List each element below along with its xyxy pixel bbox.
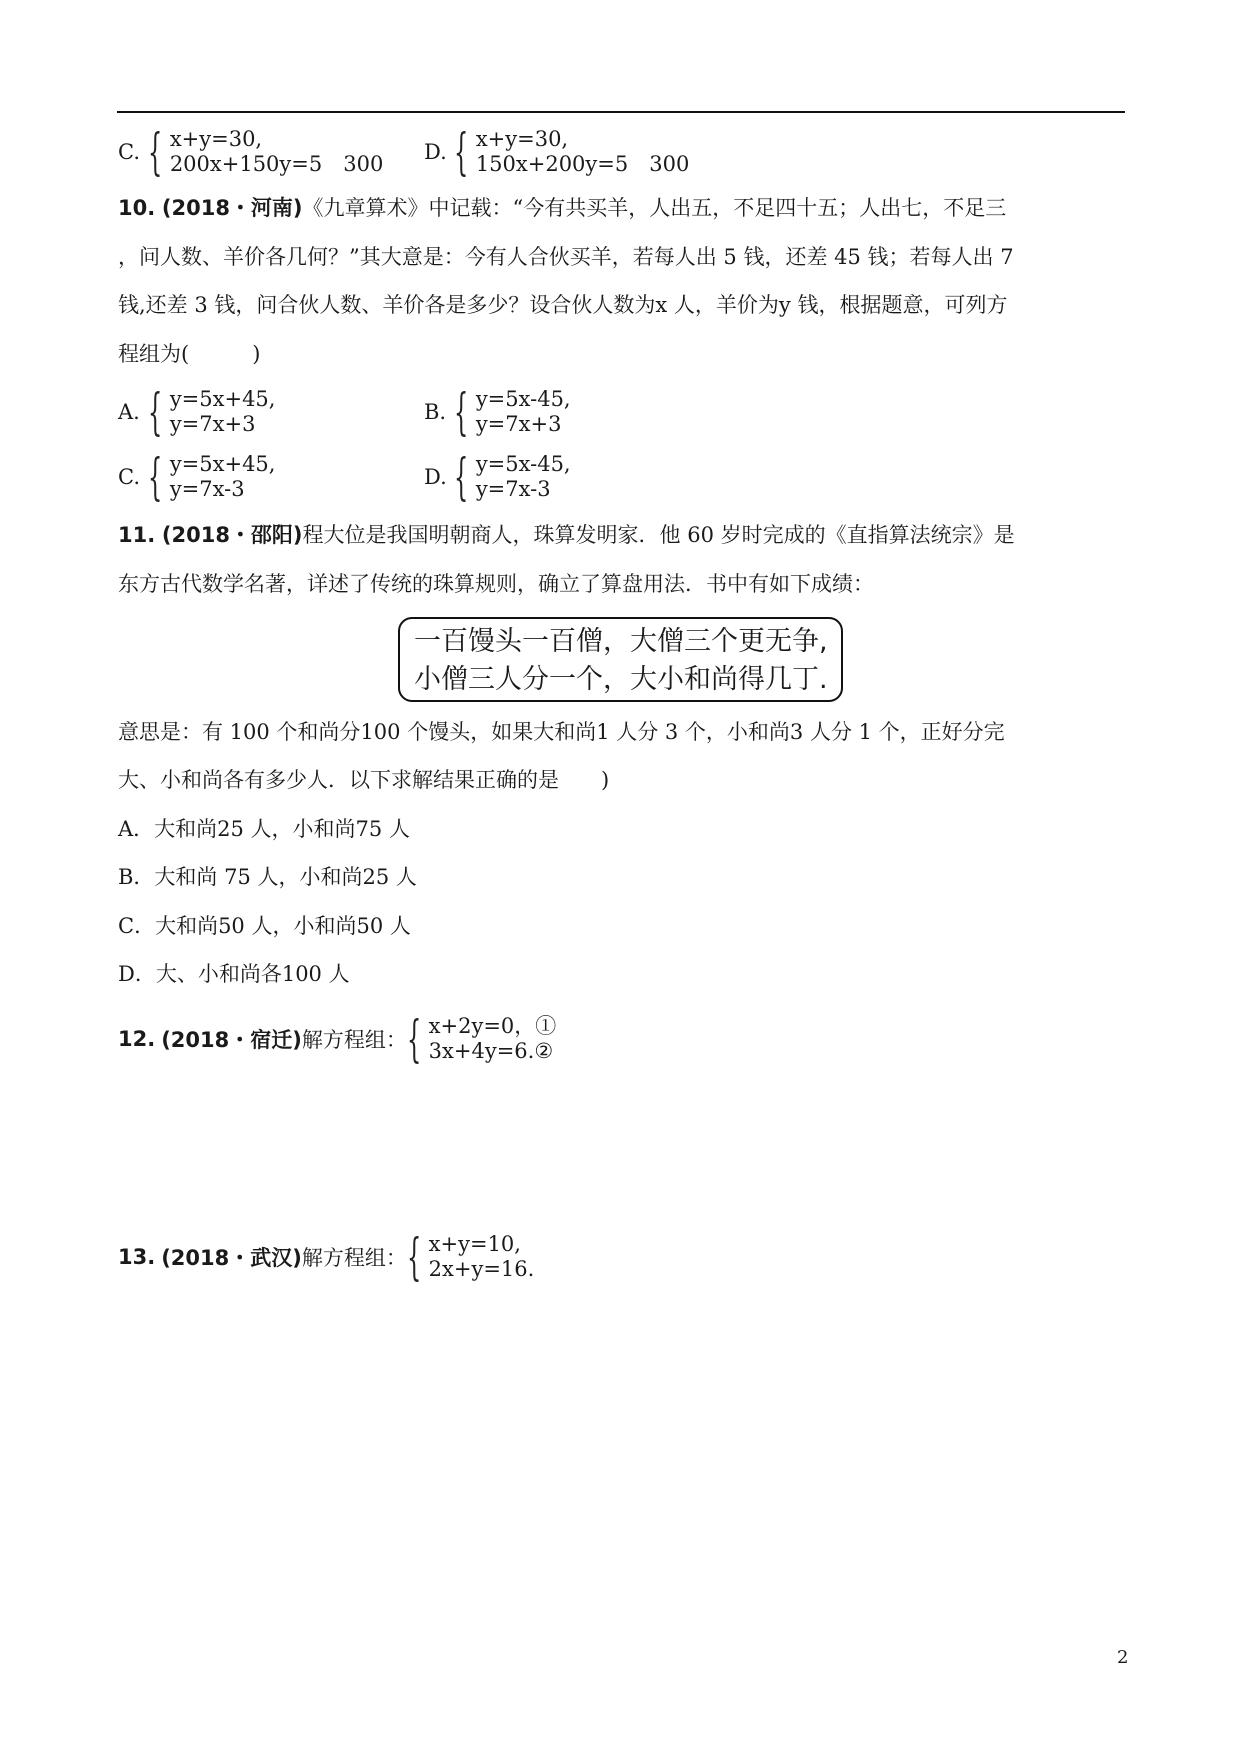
equation-system — [148, 448, 276, 506]
option-letter: A. — [118, 400, 140, 424]
brace-icon: { — [454, 123, 469, 181]
equation: x+2y=0，① — [428, 1014, 557, 1038]
q9-option-d — [424, 123, 690, 181]
q10-option-c — [118, 448, 276, 506]
question-number: 12. — [118, 1027, 156, 1051]
equation: y=7x+3 — [169, 412, 256, 436]
q11-option-c: C．大和尚50 人，小和尚50 人 — [118, 914, 411, 938]
q9-option-c — [118, 123, 384, 181]
question-prompt: 解方程组： — [301, 1028, 407, 1052]
question-number: 10. — [118, 196, 156, 220]
brace-icon: { — [148, 448, 163, 506]
brace-icon: { — [148, 383, 163, 441]
q13 — [118, 1228, 535, 1286]
question-source: (2018・宿迁) — [161, 1028, 302, 1052]
question-number: 13. — [118, 1245, 156, 1269]
brace-icon: { — [454, 383, 469, 441]
equation: x+y=30, — [169, 127, 263, 151]
poem-line: 一百馒头一百僧，大僧三个更无争, — [414, 626, 828, 657]
q10-line-4: 程组为( ) — [118, 342, 261, 366]
equation-system — [148, 123, 384, 181]
q11-option-b: B．大和尚 75 人，小和尚25 人 — [118, 865, 417, 889]
q10-line-3: 钱,还差 3 钱，问合伙人数、羊价各是多少？设合伙人数为x 人，羊价为y 钱，根据题意，可列方 — [118, 293, 1008, 317]
brace-icon: { — [406, 1228, 422, 1286]
poem-line: 小僧三人分一个，大小和尚得几丁. — [414, 664, 828, 695]
equation: 3x+4y=6.② — [428, 1039, 554, 1063]
equation: y=7x-3 — [169, 477, 245, 501]
q10-line-1 — [118, 194, 1006, 222]
equation-system — [406, 1228, 535, 1286]
question-source: (2018・武汉) — [161, 1246, 302, 1270]
equation-system — [454, 383, 571, 441]
header-rule — [117, 111, 1125, 113]
equation: x+y=10, — [428, 1232, 521, 1256]
option-letter: C. — [118, 140, 140, 164]
equation: x+y=30, — [475, 127, 569, 151]
brace-icon: { — [454, 448, 469, 506]
option-letter: D. — [424, 465, 447, 489]
question-source: (2018・河南) — [161, 196, 303, 220]
option-letter: B. — [424, 400, 447, 424]
option-letter: C. — [118, 465, 140, 489]
brace-icon: { — [148, 123, 163, 181]
question-source: (2018・邵阳) — [161, 523, 303, 547]
equation: y=5x-45, — [475, 387, 571, 411]
equation: 2x+y=16. — [428, 1257, 535, 1281]
equation: y=5x+45, — [169, 387, 276, 411]
question-number: 11. — [118, 523, 156, 547]
poem-box — [398, 617, 843, 702]
page-number: 2 — [1117, 1647, 1129, 1668]
option-letter: D. — [424, 140, 447, 164]
q11-option-d: D．大、小和尚各100 人 — [118, 962, 350, 986]
equation: y=7x+3 — [475, 412, 562, 436]
q10-option-b — [424, 383, 571, 441]
q10-line-2: ，问人数、羊价各几何？”其大意是：今有人合伙买羊，若每人出 5 钱，还差 45 钱；若每人出 7 — [118, 245, 1014, 269]
equation: y=7x-3 — [475, 477, 551, 501]
q11-line-4: 大、小和尚各有多少人．以下求解结果正确的是 ) — [118, 768, 610, 792]
q11-option-a: A．大和尚25 人，小和尚75 人 — [118, 817, 410, 841]
question-text: 《九章算术》中记载：“今有共买羊，人出五，不足四十五；人出七，不足三 — [302, 196, 1007, 220]
q12 — [118, 1010, 557, 1068]
question-prompt: 解方程组： — [301, 1246, 407, 1270]
q10-option-a — [118, 383, 276, 441]
equation: 200x+150y=5 300 — [169, 152, 384, 176]
brace-icon: { — [406, 1010, 422, 1068]
q10-option-d — [424, 448, 571, 506]
equation: y=5x+45, — [169, 452, 276, 476]
equation-system — [454, 448, 571, 506]
equation-system — [406, 1010, 557, 1068]
equation-system — [454, 123, 690, 181]
q11-line-1 — [118, 521, 1015, 549]
q11-line-3: 意思是：有 100 个和尚分100 个馒头，如果大和尚1 人分 3 个，小和尚3 人分 1 个，正好分完 — [118, 720, 1005, 744]
q11-line-2: 东方古代数学名著，详述了传统的珠算规则，确立了算盘用法．书中有如下成绩： — [118, 572, 874, 596]
equation-system — [148, 383, 276, 441]
equation: y=5x-45, — [475, 452, 571, 476]
equation: 150x+200y=5 300 — [475, 152, 690, 176]
question-text: 程大位是我国明朝商人，珠算发明家．他 60 岁时完成的《直指算法统宗》是 — [302, 523, 1015, 547]
